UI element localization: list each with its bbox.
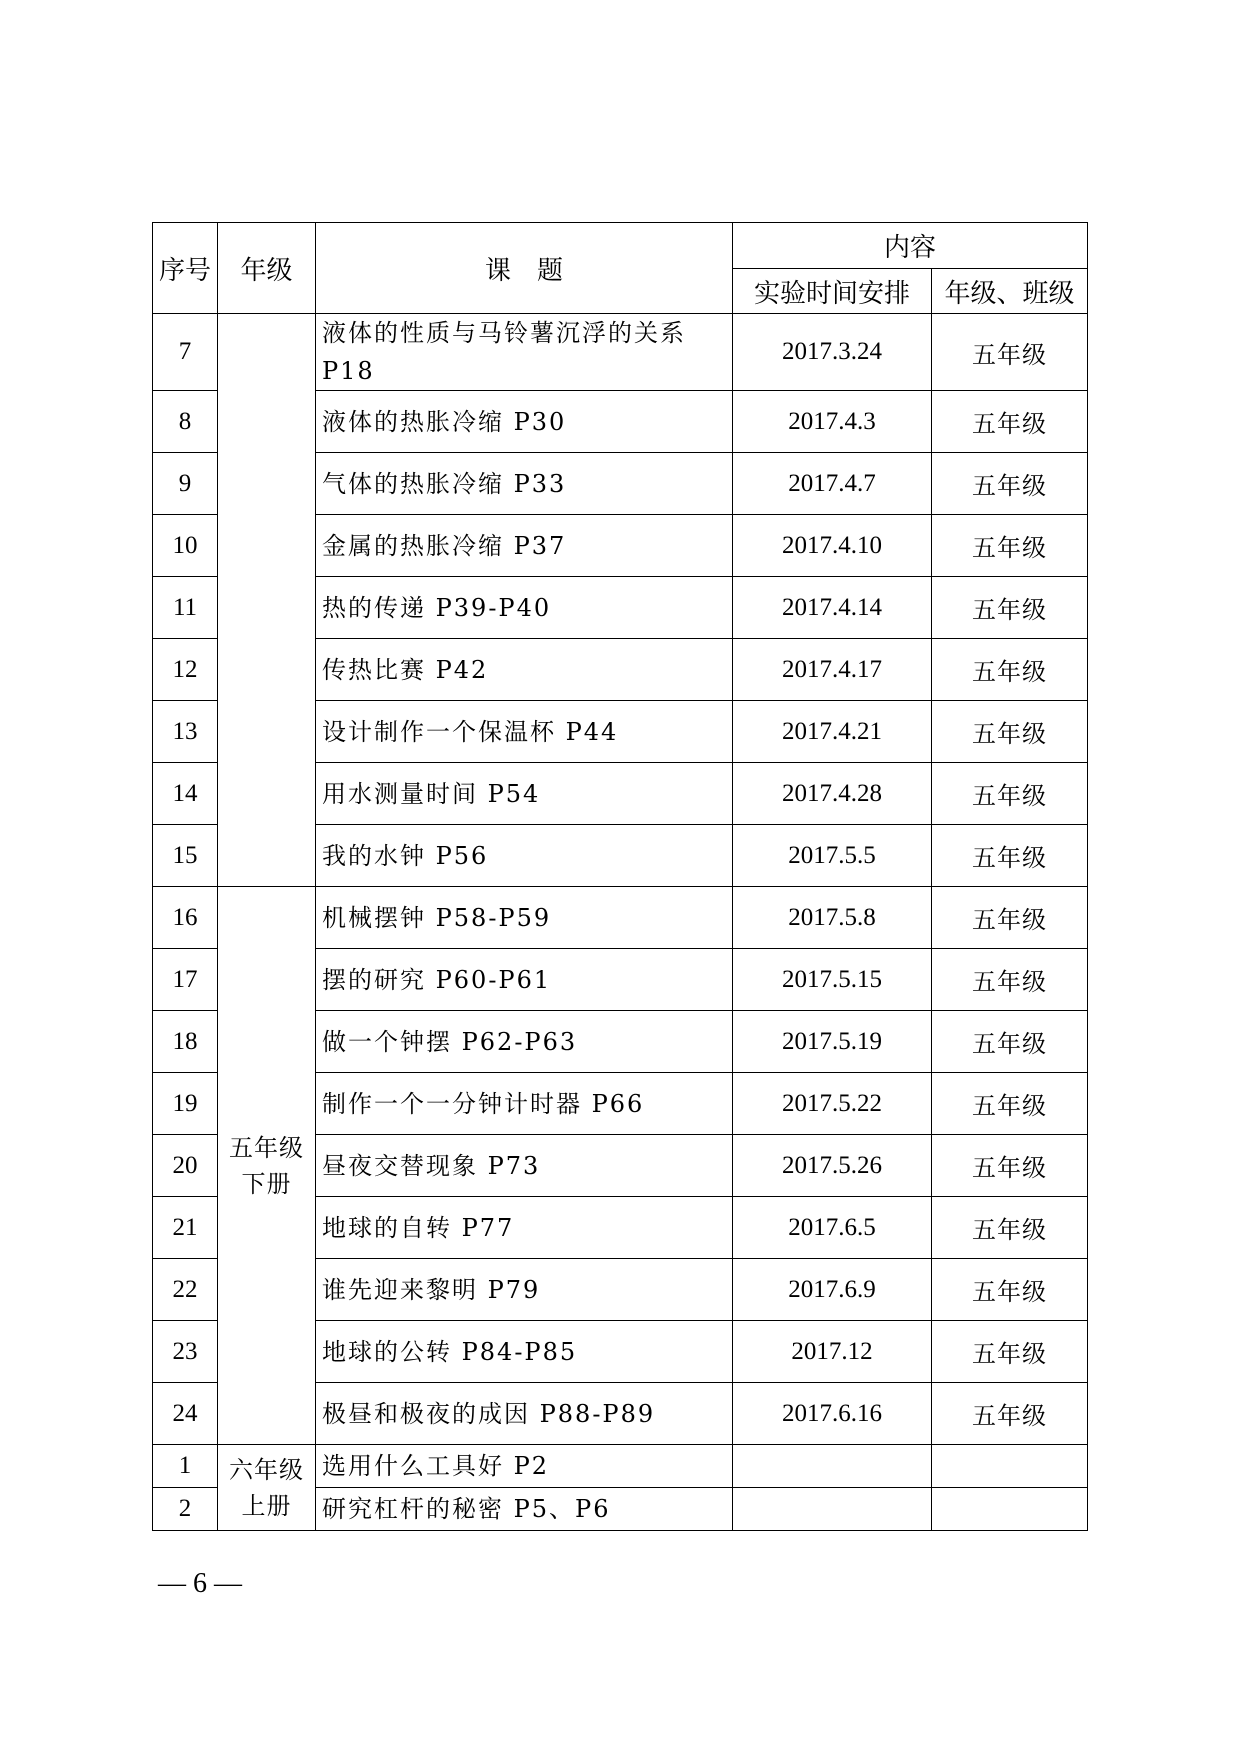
grade-cell-line1: 五年级: [229, 1133, 304, 1162]
cell-seq: 23: [153, 1321, 218, 1383]
cell-topic: 谁先迎来黎明 P79: [316, 1259, 733, 1321]
cell-topic: 摆的研究 P60-P61: [316, 949, 733, 1011]
cell-class: 五年级: [932, 453, 1088, 515]
cell-topic: 研究杠杆的秘密 P5、P6: [316, 1488, 733, 1531]
cell-class: 五年级: [932, 825, 1088, 887]
cell-topic: 液体的热胀冷缩 P30: [316, 391, 733, 453]
cell-seq: 12: [153, 639, 218, 701]
cell-seq: 9: [153, 453, 218, 515]
cell-seq: 2: [153, 1488, 218, 1531]
cell-topic: 设计制作一个保温杯 P44: [316, 701, 733, 763]
cell-time: 2017.6.16: [733, 1383, 932, 1445]
grade-cell-line1: 六年级: [229, 1455, 304, 1484]
grade-cell-empty: [218, 314, 316, 887]
cell-class: 五年级: [932, 639, 1088, 701]
cell-class: 五年级: [932, 701, 1088, 763]
cell-topic: 制作一个一分钟计时器 P66: [316, 1073, 733, 1135]
cell-seq: 11: [153, 577, 218, 639]
cell-time: [733, 1445, 932, 1488]
cell-time: 2017.6.5: [733, 1197, 932, 1259]
cell-seq: 8: [153, 391, 218, 453]
cell-seq: 20: [153, 1135, 218, 1197]
cell-time: 2017.4.14: [733, 577, 932, 639]
cell-topic: 用水测量时间 P54: [316, 763, 733, 825]
cell-topic: 我的水钟 P56: [316, 825, 733, 887]
cell-topic: 地球的自转 P77: [316, 1197, 733, 1259]
cell-time: 2017.4.28: [733, 763, 932, 825]
cell-time: 2017.4.10: [733, 515, 932, 577]
cell-topic: 做一个钟摆 P62-P63: [316, 1011, 733, 1073]
cell-topic: 金属的热胀冷缩 P37: [316, 515, 733, 577]
cell-time: 2017.5.22: [733, 1073, 932, 1135]
grade-cell-line2: 下册: [241, 1169, 292, 1198]
header-class: 年级、班级: [932, 269, 1088, 314]
cell-time: 2017.4.21: [733, 701, 932, 763]
cell-seq: 24: [153, 1383, 218, 1445]
header-content: 内容: [733, 223, 1088, 269]
cell-class: 五年级: [932, 887, 1088, 949]
cell-seq: 16: [153, 887, 218, 949]
page-number: — 6 —: [158, 1568, 242, 1599]
cell-class: 五年级: [932, 1321, 1088, 1383]
table-row: [153, 1445, 1088, 1488]
grade-cell-line2: 上册: [241, 1491, 292, 1520]
cell-time: 2017.4.17: [733, 639, 932, 701]
table-row: [153, 314, 1088, 391]
cell-time: 2017.5.5: [733, 825, 932, 887]
cell-time: 2017.5.8: [733, 887, 932, 949]
cell-class: 五年级: [932, 1383, 1088, 1445]
cell-topic: 昼夜交替现象 P73: [316, 1135, 733, 1197]
cell-time: 2017.5.19: [733, 1011, 932, 1073]
cell-class: 五年级: [932, 391, 1088, 453]
cell-seq: 7: [153, 314, 218, 391]
header-grade: 年级: [218, 223, 316, 314]
header-topic: 课 题: [316, 223, 733, 314]
cell-topic: 地球的公转 P84-P85: [316, 1321, 733, 1383]
cell-topic: 机械摆钟 P58-P59: [316, 887, 733, 949]
schedule-table: [152, 222, 1088, 1531]
cell-seq: 21: [153, 1197, 218, 1259]
cell-class: [932, 1488, 1088, 1531]
cell-class: 五年级: [932, 1011, 1088, 1073]
cell-topic: 液体的性质与马铃薯沉浮的关系P18: [316, 314, 733, 391]
header-seq: 序号: [153, 223, 218, 314]
cell-time: [733, 1488, 932, 1531]
cell-class: 五年级: [932, 314, 1088, 391]
cell-class: 五年级: [932, 763, 1088, 825]
cell-topic: 选用什么工具好 P2: [316, 1445, 733, 1488]
grade-cell-6-upper: [218, 1445, 316, 1531]
cell-seq: 13: [153, 701, 218, 763]
cell-time: 2017.5.26: [733, 1135, 932, 1197]
cell-seq: 18: [153, 1011, 218, 1073]
cell-time: 2017.12: [733, 1321, 932, 1383]
cell-class: [932, 1445, 1088, 1488]
header-time: 实验时间安排: [733, 269, 932, 314]
cell-topic: 热的传递 P39-P40: [316, 577, 733, 639]
cell-time: 2017.3.24: [733, 314, 932, 391]
cell-class: 五年级: [932, 1259, 1088, 1321]
cell-seq: 15: [153, 825, 218, 887]
cell-time: 2017.4.7: [733, 453, 932, 515]
cell-time: 2017.6.9: [733, 1259, 932, 1321]
cell-topic: 传热比赛 P42: [316, 639, 733, 701]
cell-time: 2017.4.3: [733, 391, 932, 453]
cell-seq: 19: [153, 1073, 218, 1135]
cell-topic: 气体的热胀冷缩 P33: [316, 453, 733, 515]
grade-cell-5-lower: [218, 887, 316, 1445]
cell-class: 五年级: [932, 515, 1088, 577]
cell-seq: 17: [153, 949, 218, 1011]
cell-seq: 10: [153, 515, 218, 577]
cell-seq: 22: [153, 1259, 218, 1321]
cell-seq: 14: [153, 763, 218, 825]
cell-class: 五年级: [932, 1073, 1088, 1135]
cell-topic: 极昼和极夜的成因 P88-P89: [316, 1383, 733, 1445]
cell-time: 2017.5.15: [733, 949, 932, 1011]
cell-class: 五年级: [932, 577, 1088, 639]
cell-class: 五年级: [932, 1135, 1088, 1197]
cell-seq: 1: [153, 1445, 218, 1488]
cell-class: 五年级: [932, 949, 1088, 1011]
table-row: [153, 887, 1088, 949]
cell-class: 五年级: [932, 1197, 1088, 1259]
